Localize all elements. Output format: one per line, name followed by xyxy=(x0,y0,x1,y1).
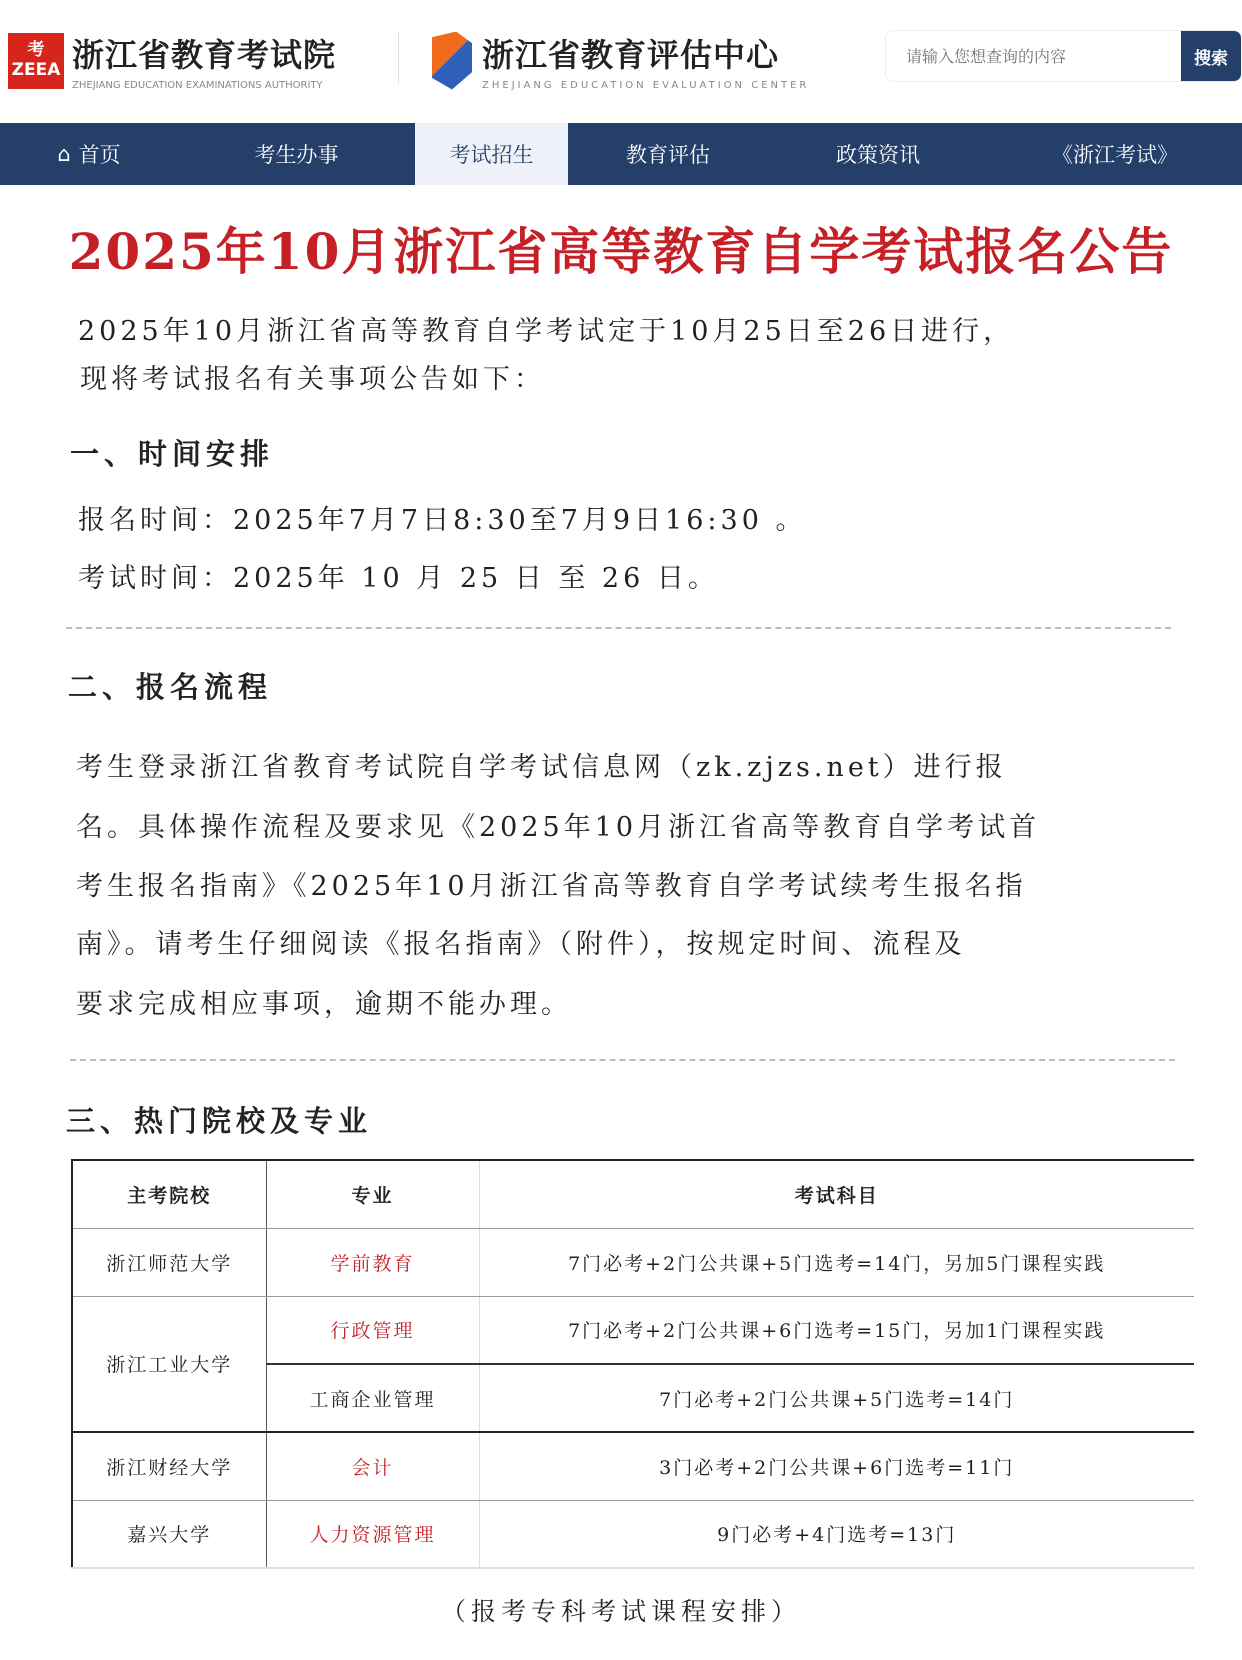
section-heading-schedule: 一、时间安排 xyxy=(70,437,275,471)
evaluation-logo-icon xyxy=(432,32,472,90)
article-title: 2025年10月浙江省高等教育自学考试报名公告 xyxy=(68,222,1174,281)
school-cell: 嘉兴大学 xyxy=(72,1500,266,1568)
school-cell: 浙江工业大学 xyxy=(72,1296,266,1432)
search-button[interactable]: 搜索 xyxy=(1181,31,1241,81)
divider xyxy=(66,627,1171,629)
header-major: 专业 xyxy=(266,1160,479,1228)
nav-exams-admissions[interactable]: 考试招生 xyxy=(415,123,568,185)
major-cell: 学前教育 xyxy=(266,1228,479,1296)
home-icon: ⌂ xyxy=(57,142,71,166)
school-cell: 浙江财经大学 xyxy=(72,1432,266,1500)
section-heading-process: 二、报名流程 xyxy=(68,670,273,704)
zeea-logo[interactable] xyxy=(8,30,336,91)
process-line: 考生报名指南》《2025年10月浙江省高等教育自学考试续考生报名指 xyxy=(76,871,1027,902)
main-nav xyxy=(0,123,1242,185)
major-cell: 人力资源管理 xyxy=(266,1500,479,1568)
nav-candidate-services[interactable]: 考生办事 xyxy=(254,143,339,167)
table-row xyxy=(72,1228,1194,1296)
zeea-logo-mark: 考 ZEEA xyxy=(8,33,64,89)
logo-divider xyxy=(398,32,399,84)
exam-time: 考试时间：2025年 10 月 25 日 至 26 日。 xyxy=(78,563,719,594)
zeea-subtitle: ZHEJIANG EDUCATION EXAMINATIONS AUTHORITY xyxy=(72,80,323,91)
subjects-cell: 7门必考+2门公共课+6门选考=15门，另加1门课程实践 xyxy=(479,1296,1194,1364)
majors-table xyxy=(71,1159,1194,1569)
process-line: 南》。请考生仔细阅读《报名指南》（附件），按规定时间、流程及 xyxy=(76,929,966,960)
divider xyxy=(70,1059,1175,1061)
table-header-row xyxy=(72,1160,1194,1228)
search-bar xyxy=(885,30,1242,82)
header-subjects: 考试科目 xyxy=(479,1160,1194,1228)
table-caption: （报考专科考试课程安排） xyxy=(440,1597,801,1626)
table-row xyxy=(72,1500,1194,1568)
table-row xyxy=(72,1296,1194,1364)
table-row xyxy=(72,1432,1194,1500)
nav-home[interactable] xyxy=(0,123,178,185)
nav-education-evaluation[interactable]: 教育评估 xyxy=(626,143,710,167)
process-line: 要求完成相应事项，逾期不能办理。 xyxy=(76,989,572,1020)
registration-time: 报名时间：2025年7月7日8:30至7月9日16:30 。 xyxy=(78,505,807,536)
section-heading-majors: 三、热门院校及专业 xyxy=(66,1104,373,1138)
header-school: 主考院校 xyxy=(72,1160,266,1228)
zeea-title: 浙江省教育考试院 xyxy=(72,36,337,74)
evaluation-center-logo[interactable] xyxy=(432,30,809,91)
evaluation-title: 浙江省教育评估中心 xyxy=(482,36,780,74)
process-line: 考生登录浙江省教育考试院自学考试信息网（zk.zjzs.net）进行报 xyxy=(76,752,1007,783)
intro-line: 现将考试报名有关事项公告如下： xyxy=(80,364,545,395)
search-input[interactable] xyxy=(886,31,1181,81)
subjects-cell: 7门必考+2门公共课+5门选考=14门 xyxy=(479,1364,1194,1432)
major-cell: 工商企业管理 xyxy=(266,1364,479,1432)
process-line: 名。具体操作流程及要求见《2025年10月浙江省高等教育自学考试首 xyxy=(76,812,1041,843)
subjects-cell: 7门必考+2门公共课+5门选考=14门，另加5门课程实践 xyxy=(479,1228,1194,1296)
subjects-cell: 9门必考+4门选考=13门 xyxy=(479,1500,1194,1568)
evaluation-subtitle: ZHEJIANG EDUCATION EVALUATION CENTER xyxy=(482,80,810,91)
school-cell: 浙江师范大学 xyxy=(72,1228,266,1296)
major-cell: 行政管理 xyxy=(266,1296,479,1364)
major-cell: 会计 xyxy=(266,1432,479,1500)
subjects-cell: 3门必考+2门公共课+6门选考=11门 xyxy=(479,1432,1194,1500)
nav-zhejiang-exams[interactable]: 《浙江考试》 xyxy=(1052,143,1178,167)
nav-policy-news[interactable]: 政策资讯 xyxy=(836,143,920,167)
nav-label: 首页 xyxy=(78,143,121,167)
intro-line: 2025年10月浙江省高等教育自学考试定于10月25日至26日进行， xyxy=(78,316,1015,347)
